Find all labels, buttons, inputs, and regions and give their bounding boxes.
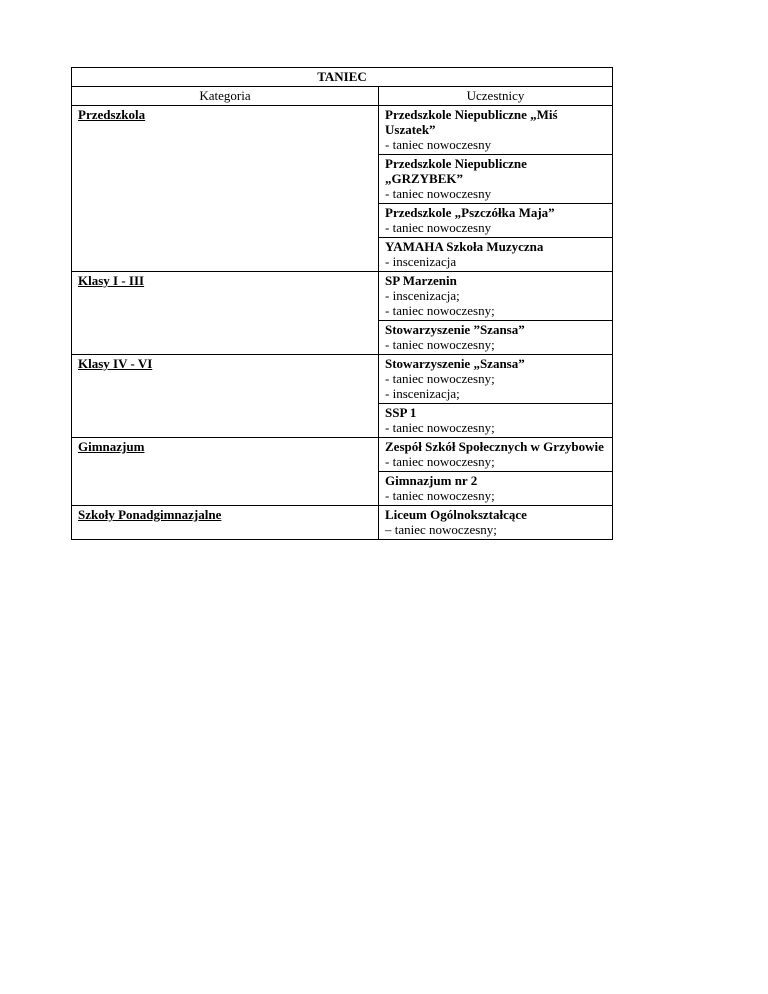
performance-type: - taniec nowoczesny <box>385 186 492 201</box>
participant-name: Liceum Ogólnokształcące <box>385 507 527 522</box>
performance-type: - taniec nowoczesny; <box>385 371 495 386</box>
participant-name: Przedszkole „Pszczółka Maja” <box>385 205 555 220</box>
table-row <box>72 272 613 321</box>
table-row <box>72 506 613 540</box>
category-label: Gimnazjum <box>78 439 145 454</box>
performance-type: - inscenizacja; <box>385 386 460 401</box>
performance-type: - taniec nowoczesny; <box>385 420 495 435</box>
table-body <box>72 106 613 540</box>
participant-cell <box>379 472 613 506</box>
participant-name: Przedszkole Niepubliczne „GRZYBEK” <box>385 156 527 186</box>
participant-name: Gimnazjum nr 2 <box>385 473 478 488</box>
participant-cell <box>379 438 613 472</box>
category-label: Klasy IV - VI <box>78 356 153 371</box>
participant-name: Zespół Szkół Społecznych w Grzybowie <box>385 439 604 454</box>
category-cell <box>72 355 379 438</box>
performance-type: - inscenizacja; <box>385 288 460 303</box>
category-cell <box>72 438 379 506</box>
participant-cell <box>379 238 613 272</box>
participant-cell <box>379 155 613 204</box>
participant-cell <box>379 272 613 321</box>
header-category: Kategoria <box>72 87 379 106</box>
participant-cell <box>379 404 613 438</box>
participant-name: SSP 1 <box>385 405 417 420</box>
table-title: TANIEC <box>72 68 613 87</box>
category-label: Szkoły Ponadgimnazjalne <box>78 507 222 522</box>
participant-cell <box>379 355 613 404</box>
performance-type: – taniec nowoczesny; <box>385 522 497 537</box>
participant-name: Stowarzyszenie ”Szansa” <box>385 322 525 337</box>
participant-name: Przedszkole Niepubliczne „Miś Uszatek” <box>385 107 558 137</box>
performance-type: - taniec nowoczesny; <box>385 303 495 318</box>
category-cell <box>72 106 379 272</box>
participant-name: Stowarzyszenie „Szansa” <box>385 356 525 371</box>
category-cell <box>72 506 379 540</box>
performance-type: - inscenizacja <box>385 254 457 269</box>
performance-type: - taniec nowoczesny; <box>385 337 495 352</box>
participant-name: SP Marzenin <box>385 273 457 288</box>
participant-name: YAMAHA Szkoła Muzyczna <box>385 239 544 254</box>
participant-cell <box>379 506 613 540</box>
header-participants: Uczestnicy <box>379 87 613 106</box>
table-row <box>72 438 613 472</box>
category-cell <box>72 272 379 355</box>
performance-type: - taniec nowoczesny; <box>385 488 495 503</box>
participant-cell <box>379 204 613 238</box>
header-row <box>72 87 613 106</box>
performance-type: - taniec nowoczesny; <box>385 454 495 469</box>
participant-cell <box>379 106 613 155</box>
table-row <box>72 355 613 404</box>
performance-type: - taniec nowoczesny <box>385 137 492 152</box>
participant-cell <box>379 321 613 355</box>
category-label: Klasy I - III <box>78 273 145 288</box>
title-row <box>72 68 613 87</box>
category-label: Przedszkola <box>78 107 146 122</box>
table-row <box>72 106 613 155</box>
performance-type: - taniec nowoczesny <box>385 220 492 235</box>
dance-participants-table <box>71 67 613 540</box>
